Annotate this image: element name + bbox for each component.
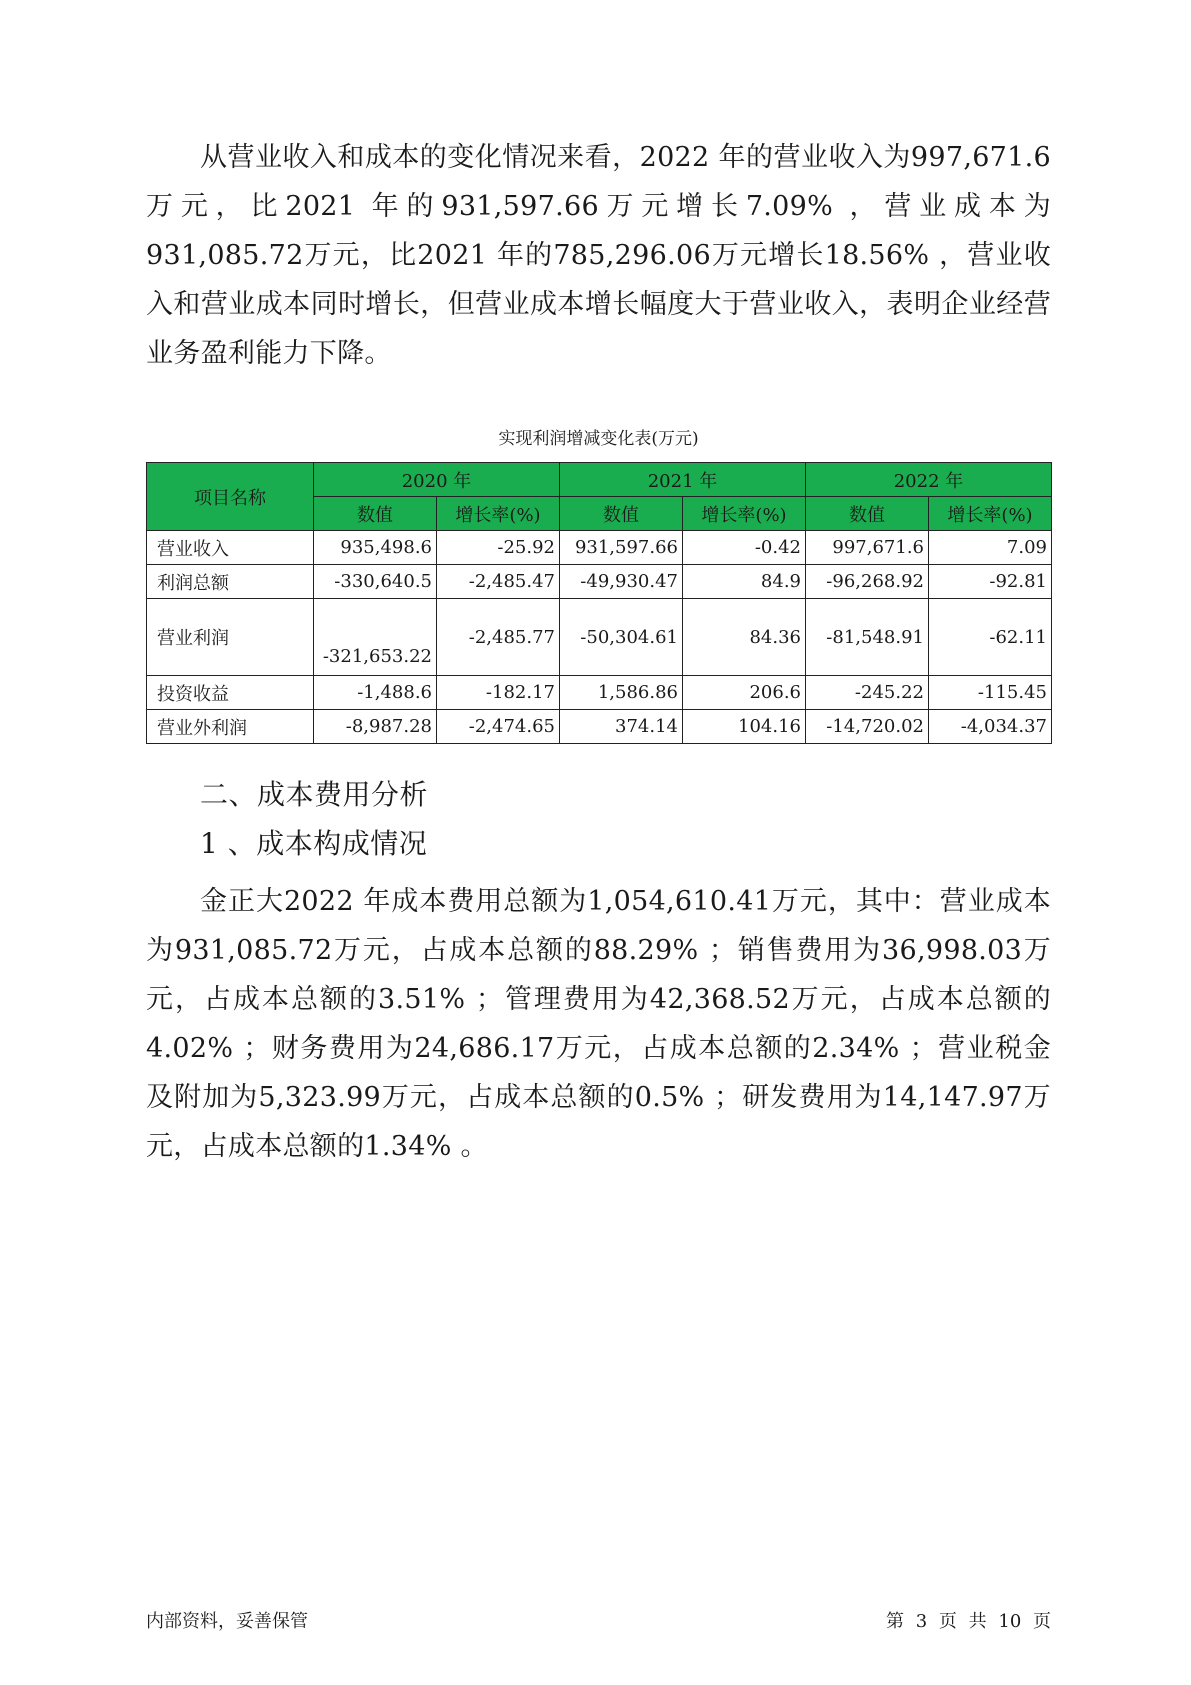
growth-rate-header: 增长率(%) [929,497,1052,531]
table-cell: -2,485.77 [437,599,560,676]
growth-rate-header: 增长率(%) [437,497,560,531]
row-label: 投资收益 [147,676,314,710]
profit-change-table [146,462,1052,744]
table-cell: -182.17 [437,676,560,710]
table-caption: 实现利润增减变化表(万元) [498,429,699,449]
growth-rate-header: 增长率(%) [683,497,806,531]
table-cell: 84.9 [683,565,806,599]
table-cell: -25.92 [437,531,560,565]
table-cell: -14,720.02 [806,710,929,744]
year-header-2020: 2020 年 [314,463,560,497]
table-cell: -49,930.47 [560,565,683,599]
table-cell: -92.81 [929,565,1052,599]
table-cell: -330,640.5 [314,565,437,599]
year-header-2022: 2022 年 [806,463,1052,497]
table-cell: 7.09 [929,531,1052,565]
table-cell: 931,597.66 [560,531,683,565]
table-cell: -2,485.47 [437,565,560,599]
table-cell: -2,474.65 [437,710,560,744]
table-row [147,676,1052,710]
table-row [147,599,1052,676]
row-label: 营业外利润 [147,710,314,744]
table-cell: -81,548.91 [806,599,929,676]
year-header-2021: 2021 年 [560,463,806,497]
row-label: 营业利润 [147,599,314,676]
table-cell: -4,034.37 [929,710,1052,744]
section-heading: 二、成本费用分析 [200,778,429,811]
table-cell: -1,488.6 [314,676,437,710]
value-header: 数值 [806,497,929,531]
table-cell: -62.11 [929,599,1052,676]
table-cell: 1,586.86 [560,676,683,710]
table-cell: -8,987.28 [314,710,437,744]
table-cell: 104.16 [683,710,806,744]
table-cell: -0.42 [683,531,806,565]
footer-page-number: 第 3 页 共 10 页 [886,1611,1051,1632]
table-cell: 997,671.6 [806,531,929,565]
cost-composition-paragraph: 金正大2022 年成本费用总额为1,054,610.41万元，其中：营业成本为931,085.72万元，占成本总额的88.29% ；销售费用为36,998.03万元，占成本总额的3.51% ；管理费用为42,368.52万元，占成本总额的4.02% ；财务费用为24,686.17万元，占成本总额的2.34% ；营业税金及附加为5,323.99万元，占成本总额的0.5% ；研发费用为14,147.97万元，占成本总额的1.34% 。 [146,886,1051,1162]
table-cell: 374.14 [560,710,683,744]
subsection-heading: 1 、成本构成情况 [200,827,428,860]
table-cell: -96,268.92 [806,565,929,599]
table-row [147,565,1052,599]
table-cell: -50,304.61 [560,599,683,676]
table-cell: -321,653.22 [314,599,437,676]
footer-confidential-note: 内部资料，妥善保管 [146,1611,308,1632]
value-header: 数值 [560,497,683,531]
table-cell: -115.45 [929,676,1052,710]
revenue-cost-paragraph: 从营业收入和成本的变化情况来看，2022 年的营业收入为997,671.6万元，比2021 年的931,597.66万元增长7.09% ，营业成本为931,085.72万元，比2021 年的785,296.06万元增长18.56% ，营业收入和营业成本同时增长，但营业成本增长幅度大于营业收入，表明企业经营业务盈利能力下降。 [146,142,1051,369]
table-cell: 206.6 [683,676,806,710]
value-header: 数值 [314,497,437,531]
table-cell: -245.22 [806,676,929,710]
table-cell: 935,498.6 [314,531,437,565]
table-row [147,710,1052,744]
row-label: 营业收入 [147,531,314,565]
item-name-header: 项目名称 [147,463,314,531]
table-cell: 84.36 [683,599,806,676]
row-label: 利润总额 [147,565,314,599]
table-row [147,531,1052,565]
